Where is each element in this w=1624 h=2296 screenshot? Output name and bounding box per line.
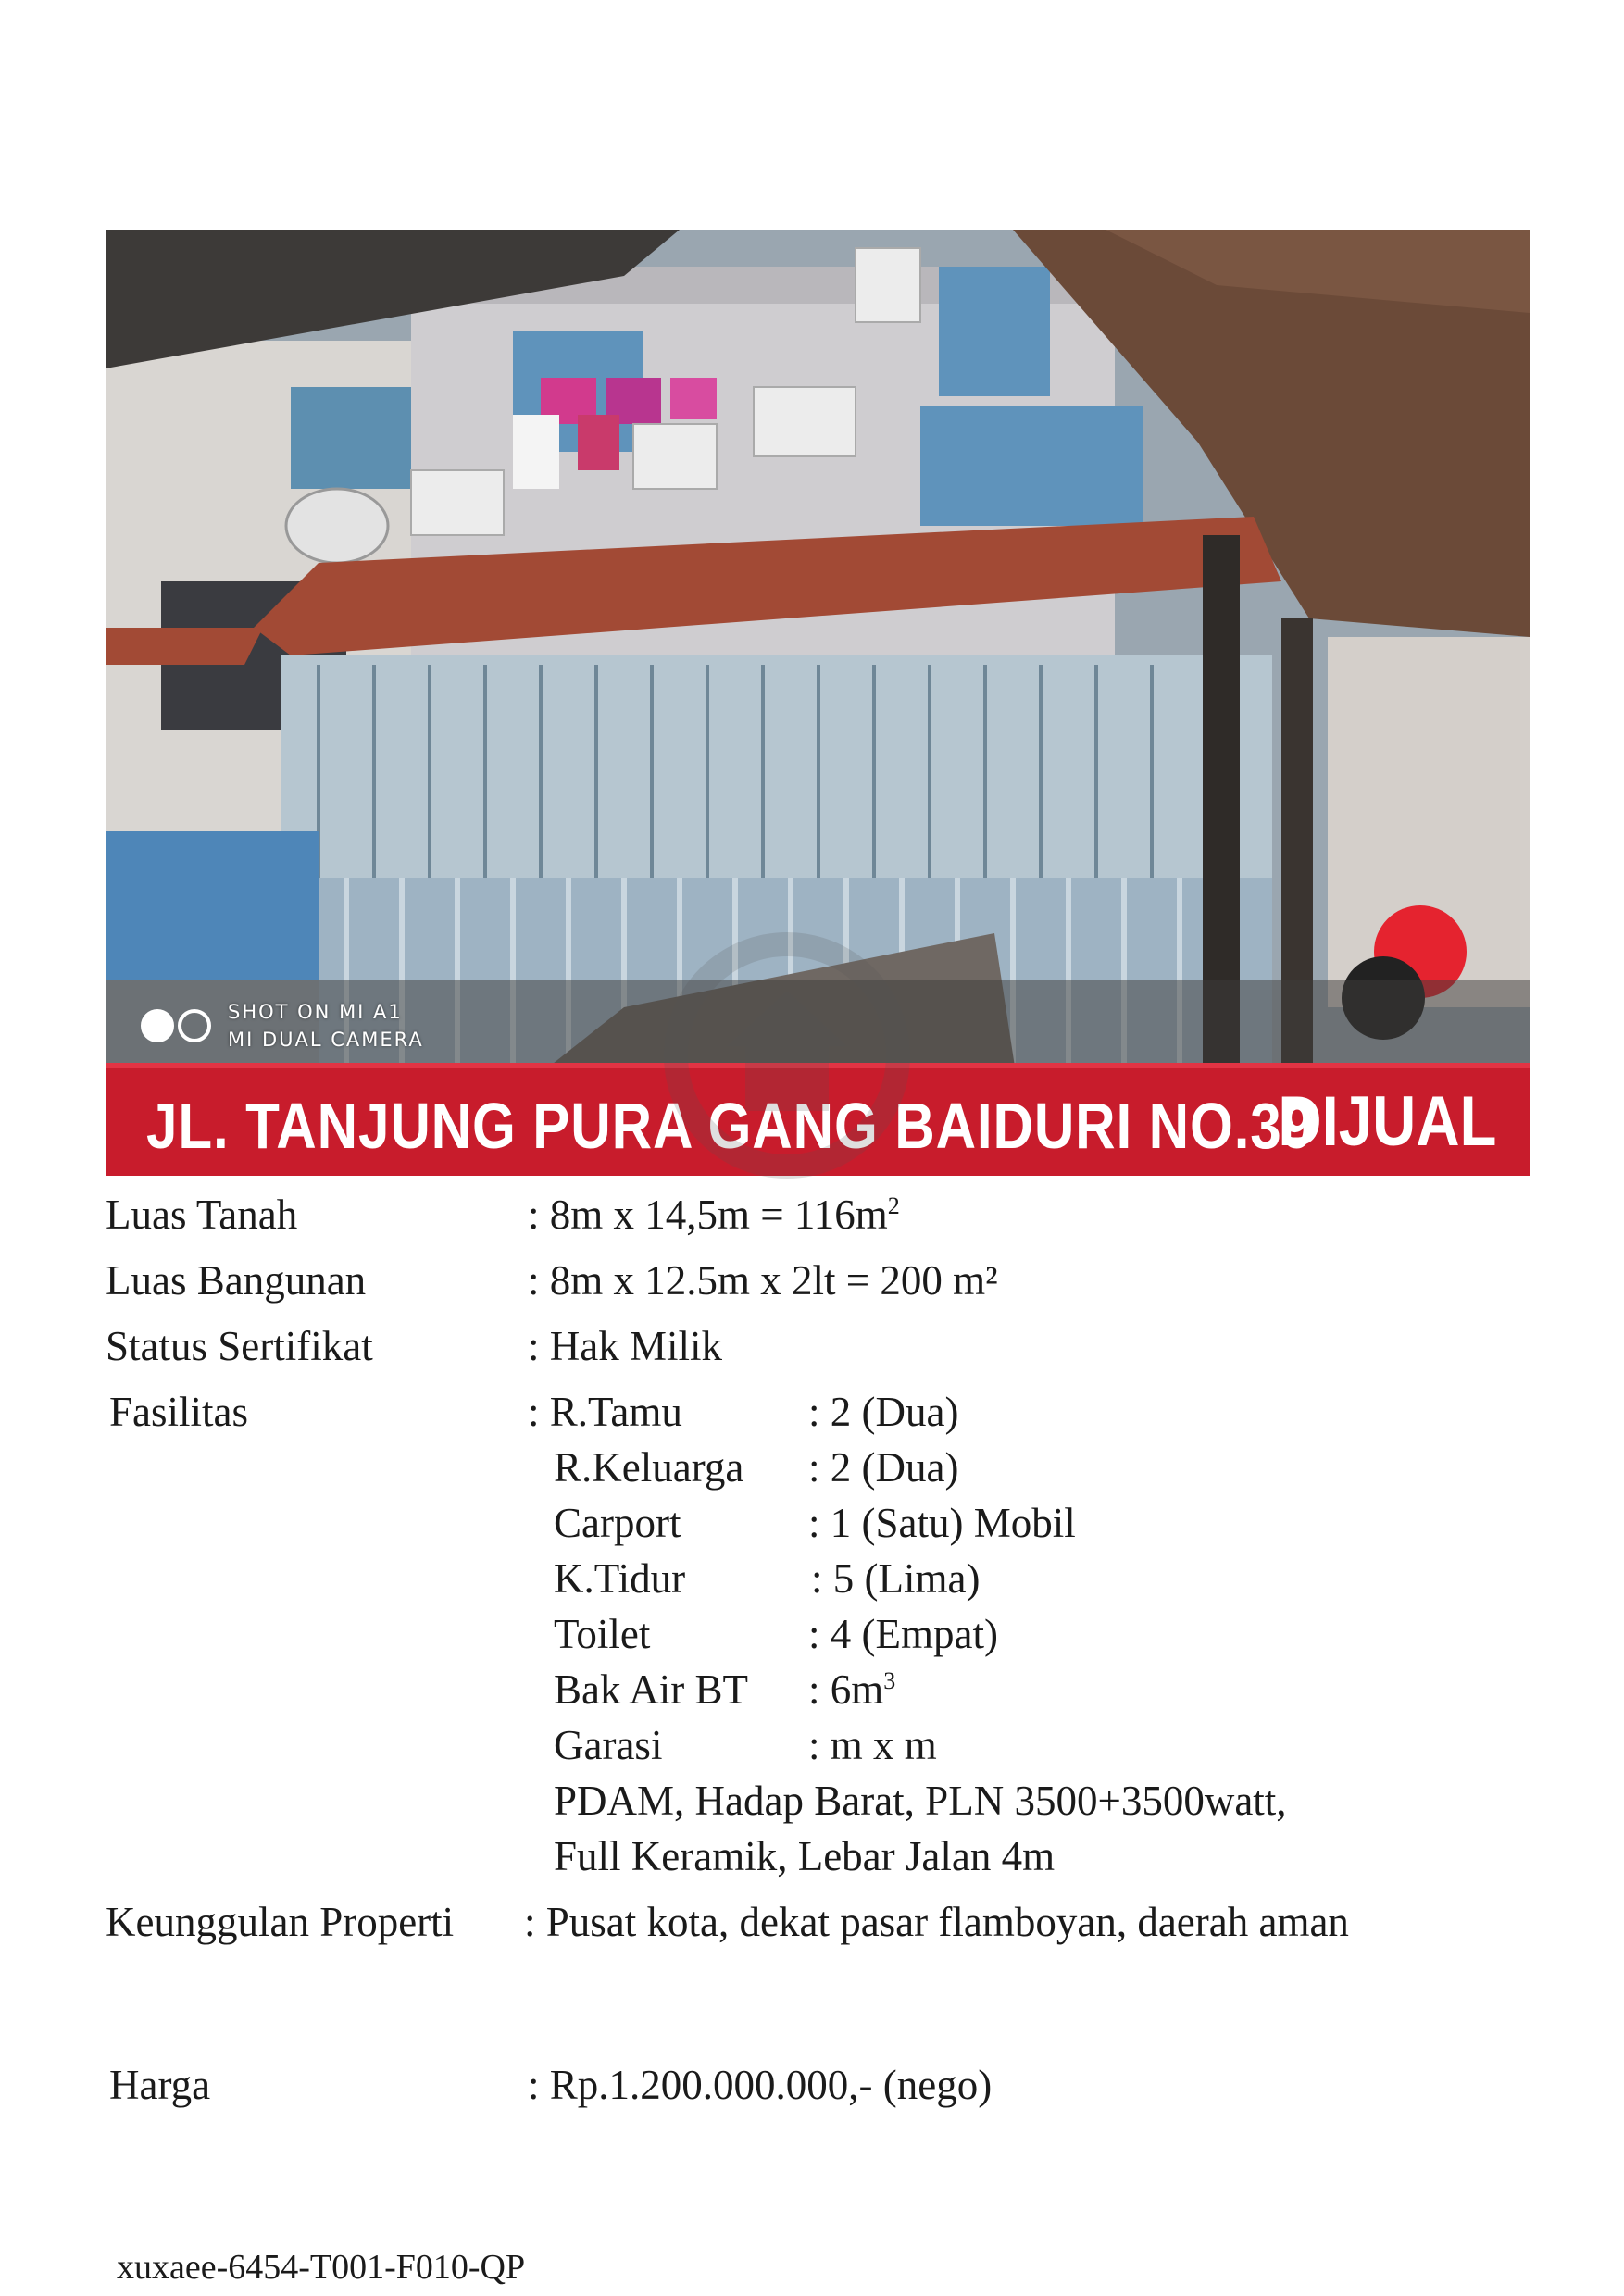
- fasilitas-item-label: : R.Tamu: [528, 1389, 682, 1435]
- keunggulan-label: Keunggulan Properti: [106, 1899, 455, 1945]
- fasilitas-item-value: : 2 (Dua): [808, 1389, 959, 1435]
- camera-dots-icon: [141, 1009, 211, 1042]
- fasilitas-label: Fasilitas: [109, 1389, 249, 1435]
- keunggulan-value: : Pusat kota, dekat pasar flamboyan, daerah aman: [524, 1899, 1349, 1945]
- fasilitas-item-label: Garasi: [554, 1722, 663, 1768]
- agency-logo-watermark-icon: [648, 917, 926, 1194]
- fasilitas-item-value: : m x m: [808, 1722, 937, 1768]
- status-sertifikat-value: : Hak Milik: [528, 1323, 722, 1369]
- status-sertifikat-label: Status Sertifikat: [106, 1323, 373, 1369]
- camera-model-text: SHOT ON MI A1: [228, 1001, 403, 1023]
- address-title: JL. TANJUNG PURA GANG BAIDURI NO.39: [146, 1090, 1314, 1162]
- luas-bangunan-label: Luas Bangunan: [106, 1257, 367, 1304]
- fasilitas-item-value: : 4 (Empat): [808, 1611, 998, 1657]
- harga-value: : Rp.1.200.000.000,- (nego): [528, 2062, 993, 2108]
- camera-watermark: [141, 998, 424, 1054]
- listing-code: xuxaee-6454-T001-F010-QP: [117, 2248, 526, 2287]
- fasilitas-item-label: R.Keluarga: [554, 1444, 744, 1491]
- fasilitas-item-label: Toilet: [554, 1611, 651, 1657]
- harga-label: Harga: [109, 2062, 211, 2108]
- fasilitas-item-value: : 2 (Dua): [808, 1444, 959, 1491]
- luas-bangunan-value: : 8m x 12.5m x 2lt = 200 m²: [528, 1257, 998, 1304]
- fasilitas-item-label: Bak Air BT: [554, 1666, 748, 1713]
- fasilitas-item-label: Carport: [554, 1500, 681, 1546]
- fasilitas-extra-line: Full Keramik, Lebar Jalan 4m: [554, 1833, 1056, 1879]
- fasilitas-item-value: : 1 (Satu) Mobil: [808, 1500, 1076, 1546]
- fasilitas-item-value: : 5 (Lima): [811, 1555, 981, 1602]
- fasilitas-item-value: : $6m^3$: [808, 1666, 896, 1713]
- fasilitas-item-label: K.Tidur: [554, 1555, 686, 1602]
- camera-type-text: MI DUAL CAMERA: [228, 1029, 424, 1051]
- sale-label: DIJUAL: [1277, 1082, 1496, 1161]
- fasilitas-extra-line: PDAM, Hadap Barat, PLN 3500+3500watt,: [554, 1778, 1287, 1824]
- luas-tanah-value: : 8m x $14,5m = 116m^2$: [528, 1192, 900, 1238]
- luas-tanah-label: Luas Tanah: [106, 1192, 298, 1238]
